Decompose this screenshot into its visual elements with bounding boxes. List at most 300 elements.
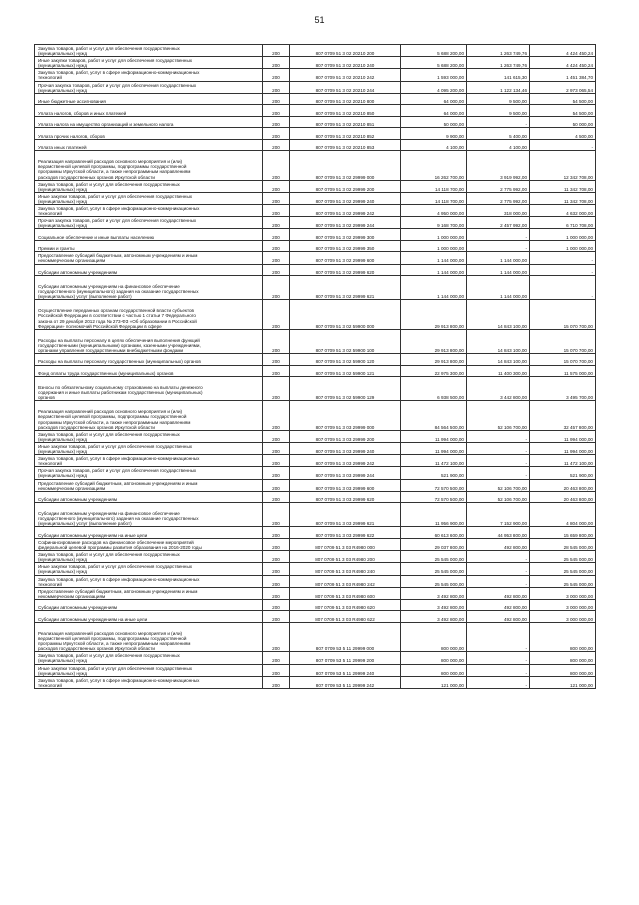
row-kbk: 807 0709 51 3 03 29999 620 [290, 491, 401, 503]
row-kbk: 807 0709 51 3 03 29999 240 [290, 442, 401, 454]
row-kbk: 807 0709 51 3 02 20210 851 [290, 116, 401, 128]
row-plan: 1 593 000,00 [401, 69, 467, 81]
table-row [35, 217, 596, 229]
row-code: 200 [263, 377, 290, 401]
row-description-line: Субсидии автономным учреждениям [38, 605, 118, 611]
row-description-line: Иные закупки товаров, работ и услуг для обеспечения государственных [38, 564, 193, 570]
table-row [35, 300, 596, 329]
row-plan: 800 000,00 [401, 664, 467, 676]
row-rest: 1 000 000,00 [530, 229, 596, 241]
row-description-line: некоммерческим организациям [38, 258, 106, 264]
row-plan: 22 975 300,00 [401, 365, 467, 377]
row-description [35, 264, 263, 276]
row-fact: 1 144 000,00 [467, 264, 530, 276]
row-rest: 28 545 000,00 [530, 538, 596, 550]
row-kbk: 807 0709 51 3 03 29999 600 [290, 479, 401, 491]
table-row [35, 57, 596, 69]
row-kbk: 807 0709 51 3 02 59900 000 [290, 300, 401, 329]
row-description-line: Уплата иных платежей [38, 145, 87, 151]
row-description-line: технологий [38, 75, 62, 81]
row-plan: 121 000,00 [401, 676, 467, 688]
row-code: 200 [263, 652, 290, 664]
row-kbk: 807 0709 53 5 11 29999 200 [290, 652, 401, 664]
table-row [35, 128, 596, 140]
row-description [35, 575, 263, 587]
row-rest: 3 495 700,00 [530, 377, 596, 401]
table-row [35, 151, 596, 180]
row-description-line: Закупка товаров, работ и услуг для обеспечения государственных [38, 431, 180, 437]
row-plan: 25 545 000,00 [401, 551, 467, 563]
row-rest: 54 500,00 [530, 93, 596, 105]
table-row [35, 377, 596, 401]
row-description-line: Субсидии автономным учреждениям на иные цели [38, 532, 148, 538]
row-description-line: Прочая закупка товаров, работ и услуг для обеспечения государственных [38, 82, 197, 88]
row-description-line: (муниципальных) нужд [38, 63, 88, 69]
row-fact: 1 144 000,00 [467, 252, 530, 264]
row-code: 200 [263, 401, 290, 430]
row-description [35, 300, 263, 329]
row-description-line: Федерации» полномочий Российской Федерации в сфере [38, 323, 162, 329]
row-description-line: (муниципальных) нужд [38, 569, 88, 575]
row-description-line: Фонд оплаты труда государственных (муниципальных) органов [38, 370, 174, 376]
table-row [35, 611, 596, 623]
row-rest: 50 000,00 [530, 116, 596, 128]
row-plan: 1 144 000,00 [401, 264, 467, 276]
table-row [35, 116, 596, 128]
row-kbk: 807 0709 51 3 02 29999 240 [290, 192, 401, 204]
row-fact: - [467, 563, 530, 575]
row-rest: 521 900,00 [530, 467, 596, 479]
row-code: 200 [263, 563, 290, 575]
table-row [35, 575, 596, 587]
table-row [35, 81, 596, 93]
row-description-line: Прочая закупка товаров, работ и услуг для обеспечения государственных [38, 468, 197, 474]
row-fact: 2 457 992,00 [467, 217, 530, 229]
row-rest: 20 463 800,00 [530, 479, 596, 491]
row-kbk: 807 0709 51 3 02 59900 121 [290, 365, 401, 377]
row-kbk: 807 0709 51 3 03 R4980 000 [290, 538, 401, 550]
row-plan: 4 100,00 [401, 139, 467, 151]
row-plan: 29 913 800,00 [401, 354, 467, 366]
row-description-line: (муниципальных) нужд [38, 473, 88, 479]
row-description-line: (муниципальных) нужд [38, 670, 88, 676]
budget-table [34, 44, 596, 689]
row-rest: 3 000 000,00 [530, 599, 596, 611]
row-code: 200 [263, 676, 290, 688]
row-description-line: Субсидии автономным учреждениям на финансовое обеспечение [38, 511, 180, 517]
row-kbk: 807 0709 51 3 03 29999 200 [290, 430, 401, 442]
row-plan: 60 613 600,00 [401, 527, 467, 539]
row-description [35, 81, 263, 93]
row-code: 200 [263, 354, 290, 366]
row-plan: 29 037 800,00 [401, 538, 467, 550]
table-row [35, 105, 596, 117]
row-fact: - [467, 455, 530, 467]
row-fact: 52 106 700,00 [467, 479, 530, 491]
row-plan: 800 000,00 [401, 652, 467, 664]
row-code: 200 [263, 276, 290, 300]
row-description-line: Российской Федерации в соответствии с частью 1 статьи 7 Федерального [38, 313, 196, 319]
row-fact: - [467, 664, 530, 676]
row-kbk: 807 0709 53 5 11 29999 242 [290, 676, 401, 688]
row-rest: - [530, 252, 596, 264]
row-rest: - [530, 139, 596, 151]
row-description [35, 192, 263, 204]
row-fact: 9 500,00 [467, 93, 530, 105]
row-rest: 15 070 700,00 [530, 329, 596, 353]
row-description-line: Расходы на выплаты персоналу в целях обеспечения выполнения функций [38, 337, 200, 343]
row-rest: 11 575 000,00 [530, 365, 596, 377]
row-description-line: Предоставление субсидий бюджетным, автономным учреждениям и иным [38, 253, 198, 259]
row-kbk: 807 0709 51 3 03 29999 621 [290, 503, 401, 527]
row-description-line: некоммерческим организациям [38, 485, 106, 491]
row-kbk: 807 0709 51 3 02 20210 240 [290, 57, 401, 69]
row-description [35, 354, 263, 366]
row-description-line: (муниципальных) нужд [38, 223, 88, 229]
row-rest: 11 472 100,00 [530, 455, 596, 467]
row-code: 200 [263, 151, 290, 180]
row-fact: 492 800,00 [467, 587, 530, 599]
row-code: 200 [263, 467, 290, 479]
row-description-line: государственного (муниципального) задания на оказание государственных [38, 516, 199, 522]
table-row [35, 587, 596, 599]
row-plan: 50 000,00 [401, 116, 467, 128]
row-description-line: содержания и иные выплаты работникам государственных (муниципальных) [38, 390, 203, 396]
row-code: 200 [263, 264, 290, 276]
row-plan: 14 118 700,00 [401, 192, 467, 204]
row-description [35, 611, 263, 623]
row-rest: 6 710 708,00 [530, 217, 596, 229]
row-description-line: технологий [38, 211, 62, 217]
row-description [35, 587, 263, 599]
row-plan: 3 492 800,00 [401, 599, 467, 611]
row-description [35, 45, 263, 57]
table-row [35, 139, 596, 151]
row-kbk: 807 0709 51 3 02 29999 200 [290, 180, 401, 192]
row-description-line: Уплата налогов, сборов и иных платежей [38, 110, 127, 116]
row-kbk: 807 0709 51 3 02 29999 000 [290, 151, 401, 180]
table-row [35, 229, 596, 241]
row-code: 200 [263, 430, 290, 442]
row-code: 200 [263, 105, 290, 117]
row-fact: - [467, 229, 530, 241]
row-kbk: 807 0709 51 3 02 29999 242 [290, 205, 401, 217]
row-kbk: 807 0709 51 3 02 20210 853 [290, 139, 401, 151]
row-description-line: Уплата налога на имущество организаций и земельного налога [38, 122, 174, 128]
row-code: 200 [263, 57, 290, 69]
row-plan: 25 545 000,00 [401, 575, 467, 587]
row-description-line: Иные закупки товаров, работ и услуг для обеспечения государственных [38, 443, 193, 449]
row-description [35, 455, 263, 467]
row-description [35, 69, 263, 81]
row-description-line: Субсидии автономным учреждениям [38, 269, 118, 275]
row-rest: 11 342 708,00 [530, 180, 596, 192]
row-code: 200 [263, 575, 290, 587]
row-rest: 11 994 000,00 [530, 442, 596, 454]
row-fact: 1 263 749,76 [467, 45, 530, 57]
row-description-line: Расходы на выплаты персоналу государственных (муниципальных) органов [38, 359, 201, 365]
row-description [35, 503, 263, 527]
row-fact: 1 122 134,46 [467, 81, 530, 93]
row-code: 200 [263, 664, 290, 676]
row-rest: 32 457 800,00 [530, 401, 596, 430]
row-description [35, 377, 263, 401]
row-description-line: Прочая закупка товаров, работ и услуг для обеспечения государственных [38, 218, 197, 224]
row-plan: 16 262 700,00 [401, 151, 467, 180]
table-row [35, 45, 596, 57]
table-row [35, 467, 596, 479]
row-description [35, 365, 263, 377]
row-description-line: расходов государственных органов Иркутской области [38, 174, 155, 180]
row-description [35, 116, 263, 128]
row-description-line: государственными (муниципальными) органами, казенными учреждениями, [38, 342, 201, 348]
row-description-line: ведомственной целевой программы, подпрограммы государственной [38, 164, 187, 170]
row-description-line: Закупка товаров, работ и услуг для обеспечения государственных [38, 181, 180, 187]
row-plan: 29 913 800,00 [401, 300, 467, 329]
row-description-line: расходов государственных органов Иркутской области [38, 424, 155, 430]
row-code: 200 [263, 599, 290, 611]
row-kbk: 807 0709 51 3 02 59900 100 [290, 329, 401, 353]
row-description [35, 599, 263, 611]
row-description-line: (муниципальных) нужд [38, 436, 88, 442]
row-description [35, 139, 263, 151]
row-rest: 4 424 450,24 [530, 45, 596, 57]
row-code: 200 [263, 365, 290, 377]
row-fact: 44 953 800,00 [467, 527, 530, 539]
row-description-line: технологий [38, 461, 62, 467]
row-code: 200 [263, 69, 290, 81]
row-kbk: 807 0709 51 3 02 20210 852 [290, 128, 401, 140]
row-description-line: программы Иркутской области, а также непрограммным направлениям [38, 419, 191, 425]
row-kbk: 807 0709 51 3 03 29999 244 [290, 467, 401, 479]
row-kbk: 807 0709 51 3 03 29999 242 [290, 455, 401, 467]
row-rest: 4 500,00 [530, 128, 596, 140]
row-description-line: (муниципальных) нужд [38, 198, 88, 204]
row-plan: 6 938 500,00 [401, 377, 467, 401]
row-code: 200 [263, 180, 290, 192]
row-fact: - [467, 676, 530, 688]
row-description-line: Закупка товаров, работ и услуг для обеспечения государственных [38, 46, 180, 51]
row-description-line: (муниципальных) услуг (выполнение работ) [38, 294, 132, 300]
row-plan: 11 956 900,00 [401, 503, 467, 527]
row-description [35, 57, 263, 69]
row-fact: 492 800,00 [467, 538, 530, 550]
row-fact: 492 800,00 [467, 611, 530, 623]
row-code: 200 [263, 217, 290, 229]
row-description [35, 622, 263, 651]
row-code: 200 [263, 45, 290, 57]
row-description [35, 491, 263, 503]
row-plan: 3 492 800,00 [401, 587, 467, 599]
row-rest: - [530, 264, 596, 276]
table-row [35, 652, 596, 664]
row-kbk: 807 0709 51 3 03 R4980 240 [290, 563, 401, 575]
row-description-line: Уплата прочих налогов, сборов [38, 133, 105, 139]
row-plan: 84 564 500,00 [401, 401, 467, 430]
row-plan: 1 000 000,00 [401, 229, 467, 241]
row-fact: 14 843 100,00 [467, 300, 530, 329]
table-row [35, 527, 596, 539]
row-description [35, 430, 263, 442]
row-code: 200 [263, 93, 290, 105]
row-description-line: ведомственной целевой программы, подпрограммы государственной [38, 414, 187, 420]
row-description-line: Иные закупки товаров, работ и услуг для обеспечения государственных [38, 665, 193, 671]
row-fact: 1 263 749,76 [467, 57, 530, 69]
row-description-line: государственного (муниципального) задания на оказание государственных [38, 289, 199, 295]
row-description [35, 551, 263, 563]
row-kbk: 807 0709 51 3 02 59900 120 [290, 354, 401, 366]
row-rest: 15 070 700,00 [530, 300, 596, 329]
table-row [35, 192, 596, 204]
row-fact: 9 500,00 [467, 105, 530, 117]
row-fact: - [467, 467, 530, 479]
row-rest: 800 000,00 [530, 652, 596, 664]
row-kbk: 807 0709 51 3 03 R4980 622 [290, 611, 401, 623]
table-row [35, 252, 596, 264]
row-code: 200 [263, 116, 290, 128]
row-description-line: программы Иркутской области, а также непрограммным направлениям [38, 169, 191, 175]
row-description-line: (муниципальных) нужд [38, 87, 88, 93]
row-fact: 318 000,00 [467, 205, 530, 217]
table-row [35, 622, 596, 651]
row-fact: - [467, 652, 530, 664]
row-plan: 5 688 200,00 [401, 57, 467, 69]
row-rest: 3 000 000,00 [530, 587, 596, 599]
row-code: 200 [263, 240, 290, 252]
table-row [35, 180, 596, 192]
row-description-line: Закупка товаров, работ, услуг в сфере информационно-коммуникационных [38, 70, 200, 76]
row-fact: - [467, 240, 530, 252]
row-plan: 14 118 700,00 [401, 180, 467, 192]
row-plan: 25 545 000,00 [401, 563, 467, 575]
row-plan: 5 688 200,00 [401, 45, 467, 57]
row-description [35, 205, 263, 217]
row-rest: 25 545 000,00 [530, 563, 596, 575]
row-description [35, 538, 263, 550]
row-rest: 25 545 000,00 [530, 575, 596, 587]
table-row [35, 264, 596, 276]
row-description [35, 652, 263, 664]
row-kbk: 807 0709 51 3 03 29999 000 [290, 401, 401, 430]
table-row [35, 365, 596, 377]
row-code: 200 [263, 139, 290, 151]
row-rest: 11 342 708,00 [530, 192, 596, 204]
row-fact: - [467, 622, 530, 651]
row-fact: 7 152 900,00 [467, 503, 530, 527]
row-description [35, 105, 263, 117]
table-row [35, 599, 596, 611]
row-rest: 1 000 000,00 [530, 240, 596, 252]
row-fact: 14 843 100,00 [467, 329, 530, 353]
row-description-line: закона от 29 декабря 2012 года № 273-ФЗ «Об образовании в Российской [38, 318, 197, 324]
row-rest: 15 070 700,00 [530, 354, 596, 366]
row-description-line: Закупка товаров, работ, услуг в сфере информационно-коммуникационных [38, 206, 200, 212]
row-rest: 800 000,00 [530, 664, 596, 676]
row-kbk: 807 0709 53 5 11 29999 000 [290, 622, 401, 651]
row-plan: 4 950 000,00 [401, 205, 467, 217]
row-fact: 1 144 000,00 [467, 276, 530, 300]
table-row [35, 455, 596, 467]
row-plan: 3 492 800,00 [401, 611, 467, 623]
row-kbk: 807 0709 51 3 02 20210 200 [290, 45, 401, 57]
row-kbk: 807 0709 51 3 02 20210 242 [290, 69, 401, 81]
row-fact: 141 615,30 [467, 69, 530, 81]
row-plan: 11 994 000,00 [401, 442, 467, 454]
row-description-line: (муниципальных) нужд [38, 557, 88, 563]
table-row [35, 276, 596, 300]
row-rest: 25 545 000,00 [530, 551, 596, 563]
row-code: 200 [263, 503, 290, 527]
row-description-line: расходов государственных органов Иркутской области [38, 646, 155, 652]
row-description-line: Закупка товаров, работ, услуг в сфере информационно-коммуникационных [38, 456, 200, 462]
table-row [35, 401, 596, 430]
row-description [35, 664, 263, 676]
table-row [35, 354, 596, 366]
row-plan: 800 000,00 [401, 622, 467, 651]
row-code: 200 [263, 81, 290, 93]
row-kbk: 807 0709 51 3 02 20210 244 [290, 81, 401, 93]
row-description-line: Субсидии автономным учреждениям на иные цели [38, 616, 148, 622]
row-fact: 5 400,00 [467, 128, 530, 140]
row-description-line: Реализация направлений расходов основного мероприятия и (или) [38, 159, 183, 165]
row-description-line: (муниципальных) услуг (выполнение работ) [38, 521, 132, 527]
table-row [35, 551, 596, 563]
row-description-line: (муниципальных) нужд [38, 658, 88, 664]
row-description-line: Реализация направлений расходов основного мероприятия и (или) [38, 409, 183, 415]
row-description-line: (муниципальных) нужд [38, 51, 88, 57]
row-description-line: технологий [38, 682, 62, 688]
row-fact: 492 800,00 [467, 599, 530, 611]
row-kbk: 807 0709 51 3 02 29999 620 [290, 264, 401, 276]
row-description-line: Иные бюджетные ассигнования [38, 99, 106, 105]
row-code: 200 [263, 229, 290, 241]
row-rest: 2 973 065,54 [530, 81, 596, 93]
row-fact: 52 106 700,00 [467, 401, 530, 430]
row-plan: 521 900,00 [401, 467, 467, 479]
row-code: 200 [263, 442, 290, 454]
table-row [35, 93, 596, 105]
table-row [35, 563, 596, 575]
table-row [35, 329, 596, 353]
row-rest: 4 424 450,24 [530, 57, 596, 69]
row-kbk: 807 0709 51 3 02 29999 600 [290, 252, 401, 264]
row-description-line: федеральной целевой программы развития образования на 2016-2020 годы [38, 545, 202, 551]
row-code: 200 [263, 551, 290, 563]
row-code: 200 [263, 587, 290, 599]
row-description-line: Реализация направлений расходов основного мероприятия и (или) [38, 630, 183, 636]
row-code: 200 [263, 538, 290, 550]
row-description-line: (муниципальных) нужд [38, 449, 88, 455]
row-plan: 11 994 000,00 [401, 430, 467, 442]
row-description-line: Софинансирование расходов на финансовое обеспечение мероприятий [38, 539, 194, 545]
row-code: 200 [263, 128, 290, 140]
row-plan: 11 472 100,00 [401, 455, 467, 467]
row-description [35, 467, 263, 479]
row-description-line: Осуществление переданных органам государственной власти субъектов [38, 308, 195, 314]
row-kbk: 807 0709 51 3 02 29999 244 [290, 217, 401, 229]
row-fact: - [467, 430, 530, 442]
row-kbk: 807 0709 51 3 02 59900 129 [290, 377, 401, 401]
row-rest: 1 451 384,70 [530, 69, 596, 81]
row-description [35, 240, 263, 252]
row-plan: 1 144 000,00 [401, 276, 467, 300]
row-description [35, 676, 263, 688]
row-description-line: (муниципальных) нужд [38, 186, 88, 192]
table-row [35, 538, 596, 550]
table-row [35, 503, 596, 527]
row-description [35, 329, 263, 353]
row-description-line: Иные закупки товаров, работ и услуг для обеспечения государственных [38, 58, 193, 64]
